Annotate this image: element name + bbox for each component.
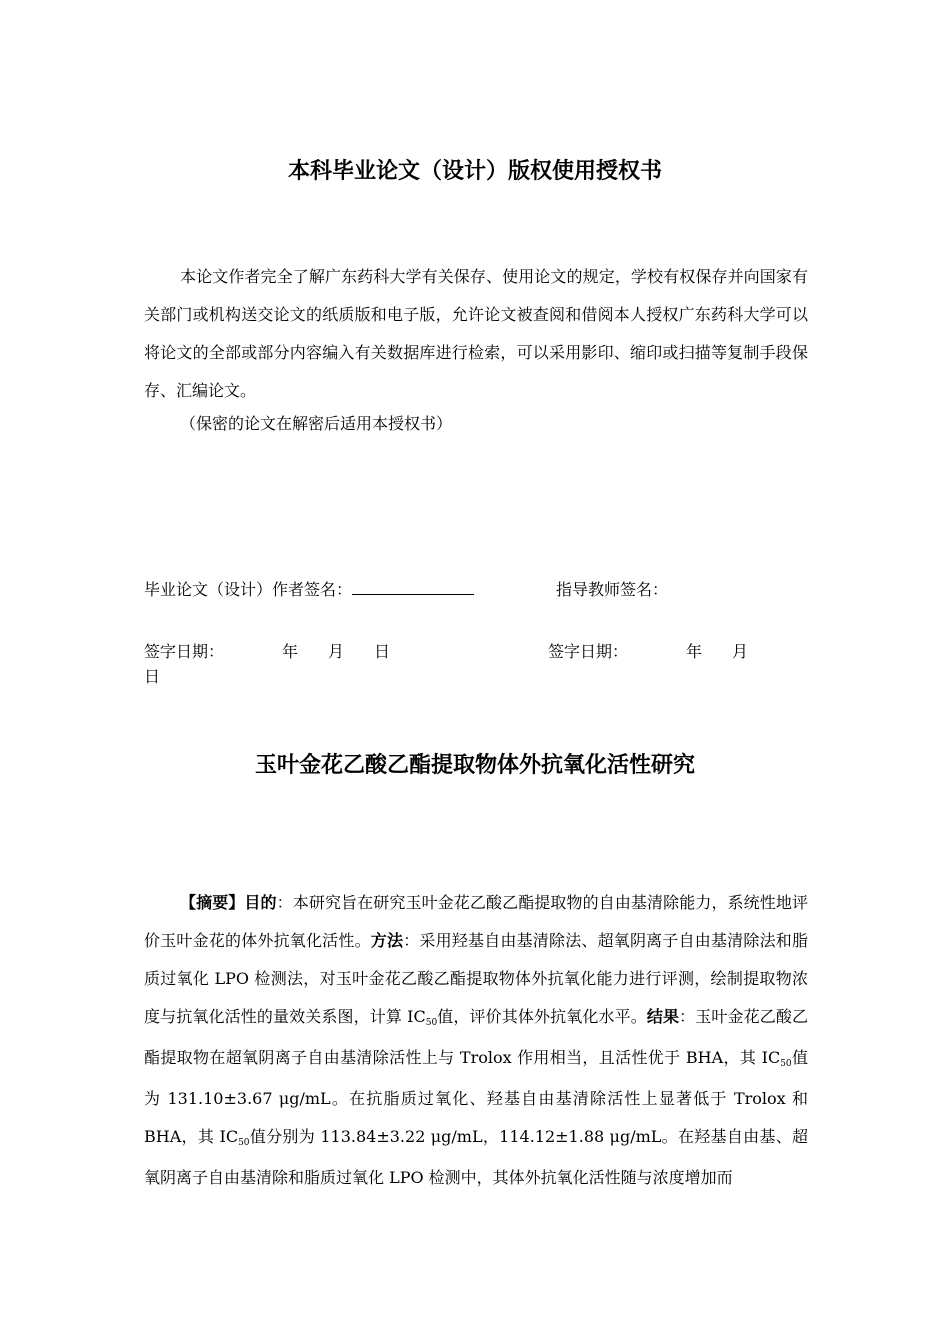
result-text: ：玉叶金花乙酸乙酯提取物在超氧阴离子自由基清除活性上与 Trolox 作用相当，且活性优于 BHA，其 IC <box>144 1007 808 1067</box>
colon: ： <box>276 893 293 912</box>
month-label: 月 <box>328 642 345 661</box>
purpose-label: 目的 <box>244 893 277 912</box>
month-label: 月 <box>732 642 749 661</box>
result-label: 结果 <box>646 1007 680 1026</box>
advisor-date-day-wrap <box>144 664 160 687</box>
author-signature-line <box>144 577 474 600</box>
day-label: 日 <box>144 667 161 686</box>
day-label: 日 <box>374 642 391 661</box>
year-label: 年 <box>686 642 703 661</box>
method-text: ：采用羟基自由基清除法、超氧阴离子自由基清除法和脂质过氧化 LPO 检测法，对玉叶金花乙酸乙酯提取物体外抗氧化能力进行评测，绘制提取物浓度与抗氧化活性的量效关系图，计算 IC <box>144 931 808 1026</box>
method-label: 方法 <box>370 931 404 950</box>
purpose-text: 本研究旨在研究玉叶金花乙酸乙酯提取物的自由基清除能力，系统性地评价玉叶金花的体外抗氧化活性。 <box>144 893 808 950</box>
confidential-note: （保密的论文在解密后适用本授权书） <box>180 414 453 433</box>
authorization-paragraph: 本论文作者完全了解广东药科大学有关保存、使用论文的规定，学校有权保存并向国家有关部门或机构送交论文的纸质版和电子版，允许论文被查阅和借阅本人授权广东药科大学可以将论文的全部或部分内容编入有关数据库进行检索，可以采用影印、缩印或扫描等复制手段保存、汇编论文。 <box>144 267 808 400</box>
subscript-50: 50 <box>780 1059 792 1069</box>
author-date-line <box>144 639 390 662</box>
thesis-title: 玉叶金花乙酸乙酯提取物体外抗氧化活性研究 <box>254 753 695 778</box>
result-text-end: 值分别为 113.84±3.22 μg/mL，114.12±1.88 μg/mL。在羟基自由基、超氧阴离子自由基清除和脂质过氧化 LPO 检测中，其体外抗氧化活性随与浓度增加而 <box>144 1127 808 1187</box>
year-label: 年 <box>282 642 299 661</box>
copyright-title: 本科毕业论文（设计）版权使用授权书 <box>287 159 662 184</box>
abstract-paragraph <box>144 884 808 1197</box>
date-label: 签字日期： <box>548 642 629 661</box>
author-signature-label: 毕业论文（设计）作者签名： <box>144 580 353 599</box>
abstract-heading: 【摘要】 <box>180 893 245 912</box>
result-text-cont: 值为 131.10±3.67 μg/mL。在抗脂质过氧化、羟基自由基清除活性上显著低于 Trolox 和 BHA，其 IC <box>144 1048 808 1146</box>
method-text-end: 值，评价其体外抗氧化水平。 <box>437 1007 647 1026</box>
author-signature-blank <box>352 580 474 595</box>
subscript-50: 50 <box>425 1018 438 1028</box>
advisor-date-line <box>548 639 748 662</box>
subscript-50: 50 <box>238 1138 250 1148</box>
date-label: 签字日期： <box>144 642 225 661</box>
advisor-signature-line <box>556 577 668 600</box>
advisor-signature-label: 指导教师签名： <box>556 580 669 599</box>
